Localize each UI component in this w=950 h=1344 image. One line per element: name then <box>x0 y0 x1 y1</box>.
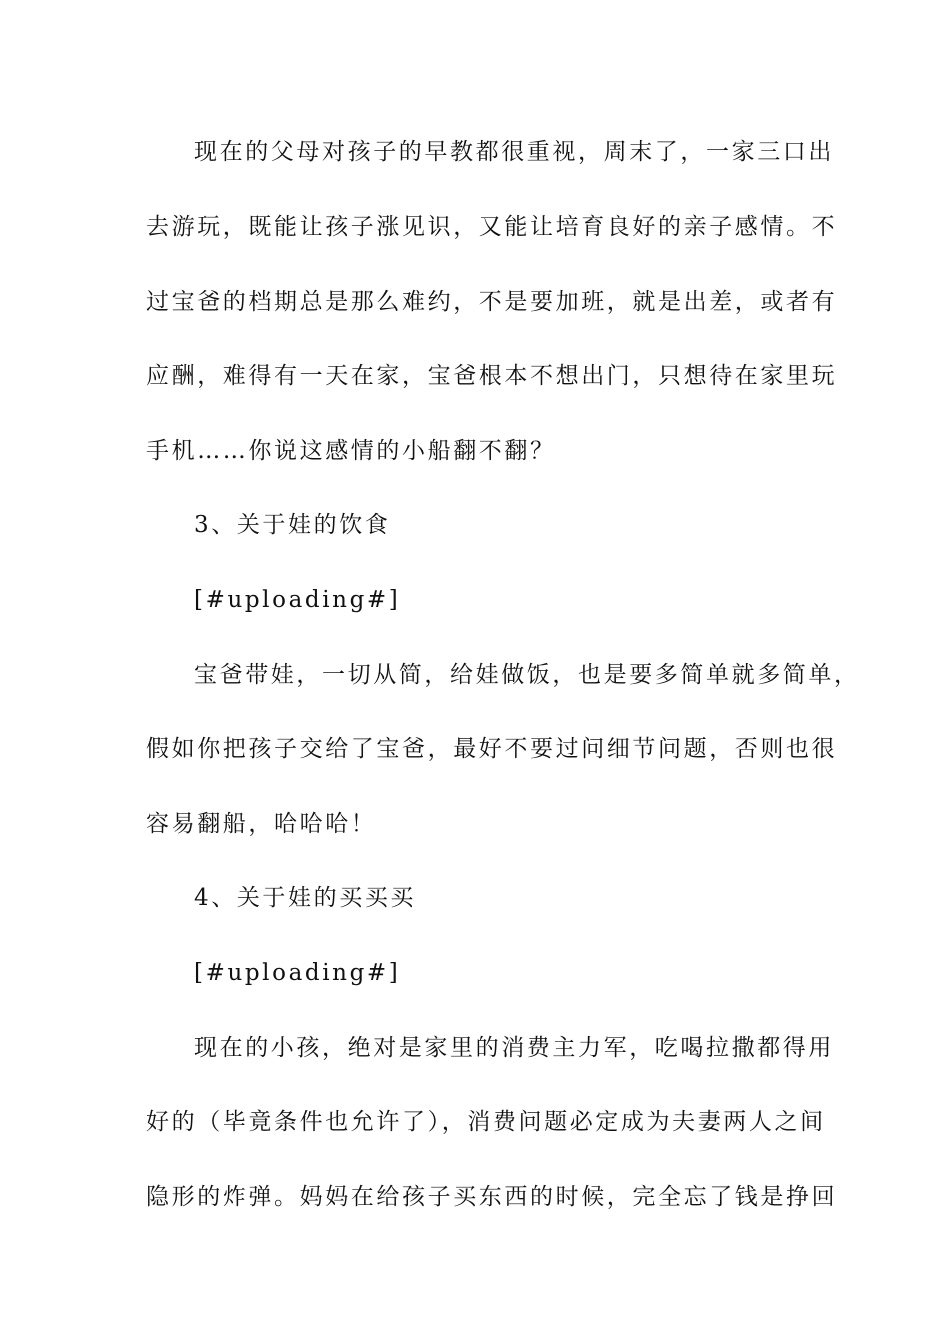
paragraph-line: 好的（毕竟条件也允许了），消费问题必定成为夫妻两人之间 <box>146 1109 826 1135</box>
paragraph-line: 应酬，难得有一天在家，宝爸根本不想出门，只想待在家里玩 <box>146 363 838 389</box>
paragraph-line: 过宝爸的档期总是那么难约，不是要加班，就是出差，或者有 <box>146 289 838 315</box>
paragraph-line: 假如你把孩子交给了宝爸，最好不要过问细节问题，否则也很 <box>146 736 838 762</box>
paragraph-line: 容易翻船，哈哈哈！ <box>146 811 377 837</box>
paragraph-line: 现在的父母对孩子的早教都很重视，周末了，一家三口出 <box>194 139 834 165</box>
section-heading: 4、关于娃的买买买 <box>194 885 417 911</box>
paragraph-line: 隐形的炸弹。妈妈在给孩子买东西的时候，完全忘了钱是挣回 <box>146 1184 838 1210</box>
paragraph-line: 宝爸带娃，一切从简，给娃做饭，也是要多简单就多简单， <box>194 662 860 688</box>
image-placeholder: [#uploading#] <box>194 960 401 986</box>
paragraph-line: 现在的小孩，绝对是家里的消费主力军，吃喝拉撒都得用 <box>194 1035 834 1061</box>
paragraph-line: 手机……你说这感情的小船翻不翻？ <box>146 438 556 464</box>
section-heading: 3、关于娃的饮食 <box>194 512 391 538</box>
image-placeholder: [#uploading#] <box>194 587 401 613</box>
paragraph-line: 去游玩，既能让孩子涨见识，又能让培育良好的亲子感情。不 <box>146 214 838 240</box>
